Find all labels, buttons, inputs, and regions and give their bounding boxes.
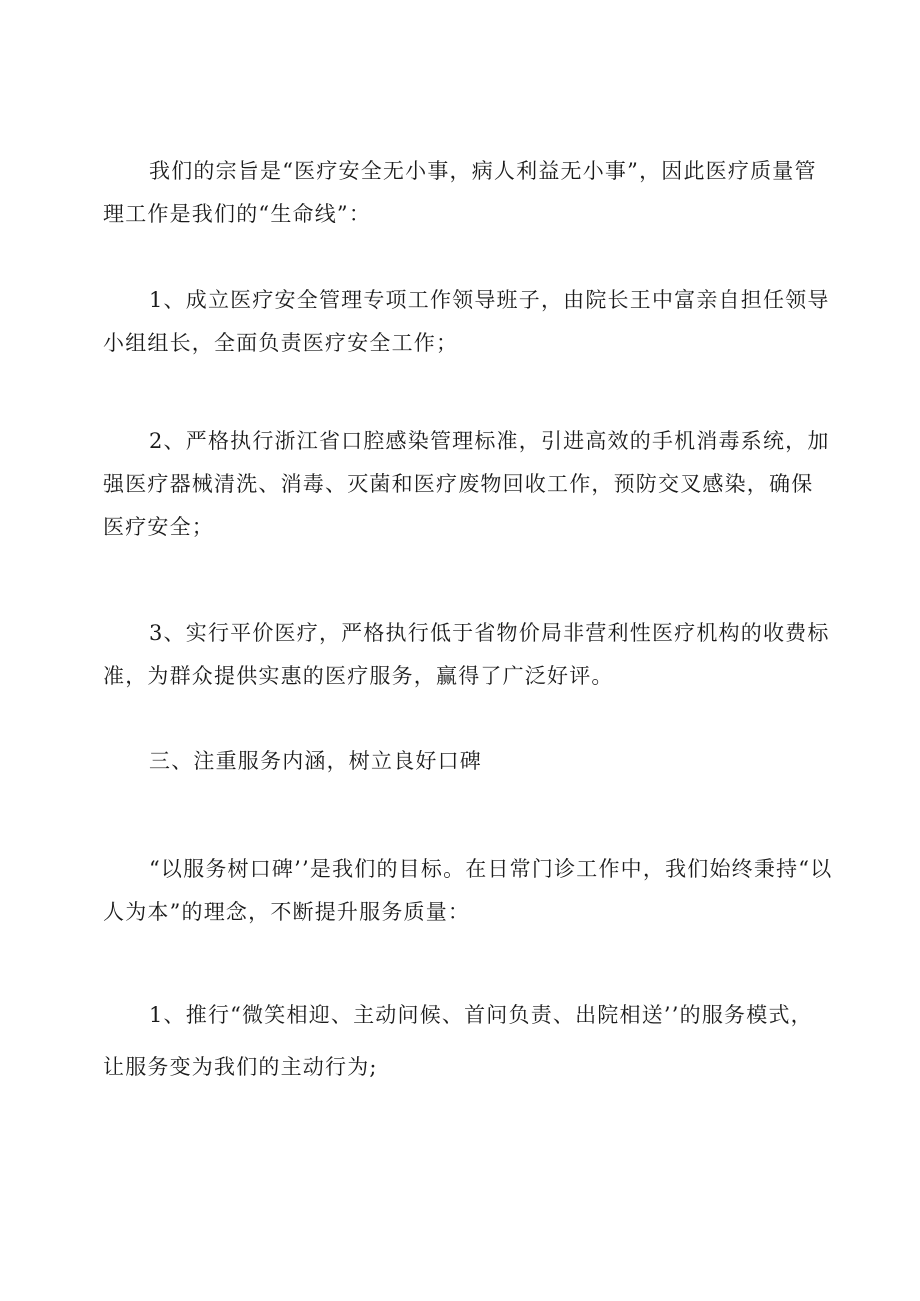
paragraph-item-1-leadership: 1、成立医疗安全管理专项工作领导班子，由院长王中富亲自担任领导小组组长，全面负责医疗安全工作； xyxy=(103,288,830,355)
paragraph-service-goal: “以服务树口碑’’是我们的目标。在日常门诊工作中，我们始终秉持“以人为本”的理念，不断提升服务质量： xyxy=(103,857,833,924)
paragraph-item-3-pricing: 3、实行平价医疗，严格执行低于省物价局非营利性医疗机构的收费标准，为群众提供实惠的医疗服务，赢得了广泛好评。 xyxy=(103,621,830,688)
paragraph-quality-principle: 我们的宗旨是“医疗安全无小事，病人利益无小事”，因此医疗质量管理工作是我们的“生命线”： xyxy=(103,159,817,226)
paragraph-item-2-infection-control: 2、严格执行浙江省口腔感染管理标准，引进高效的手机消毒系统，加强医疗器械清洗、消毒、灭菌和医疗废物回收工作，预防交叉感染，确保医疗安全； xyxy=(103,429,830,539)
section-heading-service: 三、注重服务内涵，树立良好口碑 xyxy=(149,749,482,773)
paragraph-service-item-1: 1、推行“微笑相迎、主动问候、首问负责、出院相送’’的服务模式，让服务变为我们的主动行为; xyxy=(103,1003,813,1079)
